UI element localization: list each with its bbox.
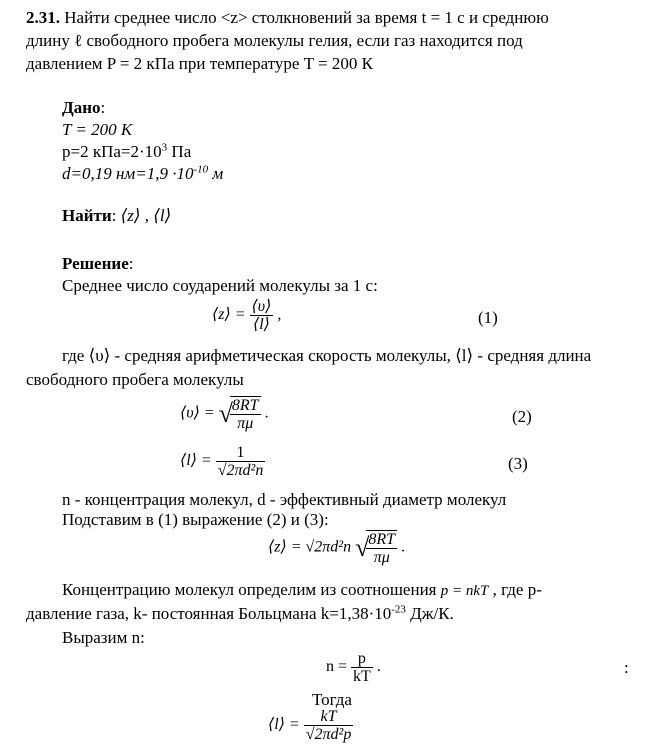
given-temperature: T = 200 К	[62, 120, 133, 139]
concentration-line: n - концентрация молекул, d - эффективный диаметр молекул	[62, 490, 507, 509]
problem-line-3: давлением P = 2 кПа при температуре T = 200 К	[26, 54, 373, 73]
problem-line-1: 2.31. Найти среднее число <z> столкновений за время t = 1 с и среднюю	[26, 8, 549, 27]
given-title: Дано:	[62, 98, 106, 117]
concentration2-line-2: давление газа, k- постоянная Больцмана $k=1,38\cdot 10^{-23}$ Дж/К.	[26, 603, 454, 623]
equation-3: ⟨l⟩ = $\frac{1}{\text{√2πd²n}}$	[180, 444, 264, 479]
find-line: Найти: ⟨z⟩ , ⟨l⟩	[62, 206, 172, 225]
substitute-line: Подставим в (1) выражение (2) и (3):	[62, 510, 329, 529]
equation-1: ⟨z⟩ = $\frac{⟨\upsilon⟩}{⟨l⟩}$ ,	[212, 298, 282, 333]
equation-2-number: (2)	[512, 407, 532, 426]
where-line-2: свободного пробега молекулы	[26, 370, 244, 389]
express-n-line: Выразим n:	[62, 628, 145, 647]
equation-6: ⟨l⟩ = $\frac{kT}{\text{√2πd²p}}$	[268, 708, 352, 743]
equation-5: n = $\frac{p}{kT}$ .	[326, 650, 381, 685]
solution-intro: Среднее число соударений молекулы за 1 с:	[62, 276, 378, 295]
given-pressure: p=2 $кПа=2\cdot 10^3$ Па	[62, 141, 192, 161]
problem-number: 2.31.	[26, 8, 60, 27]
then-line: Тогда	[312, 690, 352, 709]
where-line-1: где ⟨υ⟩ - средняя арифметическая скорость молекулы, ⟨l⟩ - средняя длина	[62, 346, 592, 365]
solution-title: Решение:	[62, 254, 134, 273]
equation-3-number: (3)	[508, 454, 528, 473]
problem-line-2: длину ℓ свободного пробега молекулы гелия, если газ находится под	[26, 31, 523, 50]
equation-2: ⟨υ⟩ = √ $\frac{8RT}{\pi\mu}$ .	[180, 397, 269, 432]
equation-4: ⟨z⟩ = √2πd²n √ $\frac{8RT}{\pi\mu}$ .	[268, 531, 406, 566]
colon-mark: :	[624, 658, 629, 677]
given-diameter: d=0,19 $нм=1,9 \cdot 10^{-10}$ м	[62, 163, 224, 183]
concentration2-line-1: Концентрацию молекул определим из соотношения p = nkT , где р-	[62, 580, 542, 599]
equation-1-number: (1)	[478, 308, 498, 327]
